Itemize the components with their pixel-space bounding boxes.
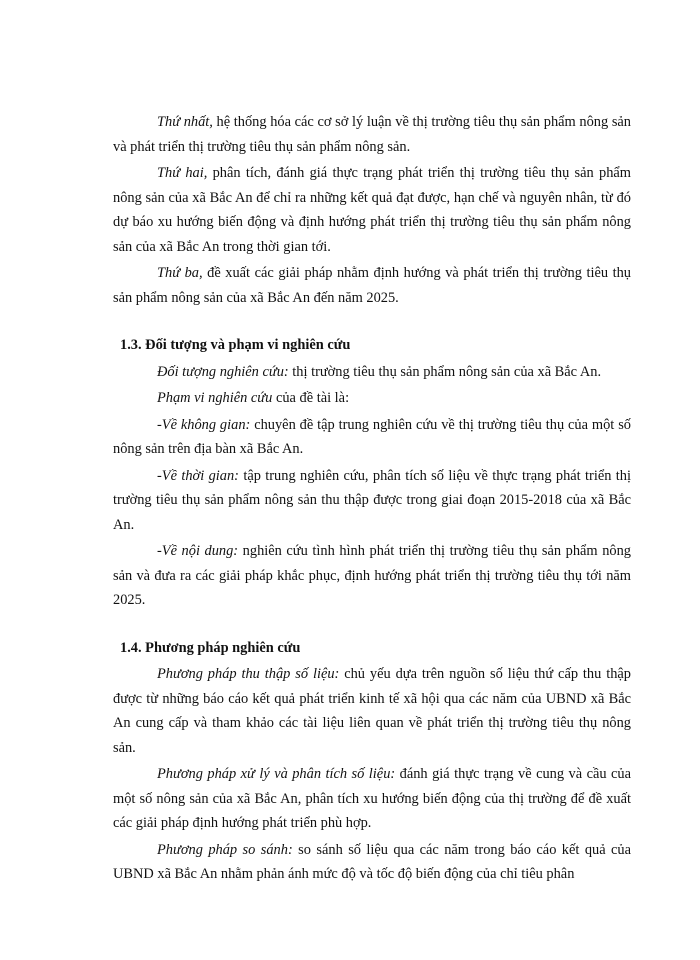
object-text: thị trường tiêu thụ sản phẩm nông sản của xã Bắc An. xyxy=(288,363,602,380)
method-analyze-paragraph xyxy=(113,762,631,836)
goal-text-2: phân tích, đánh giá thực trạng phát triển thị trường tiêu thụ sản phẩm nông sản của xã Bắc An để chỉ ra những kết quả đạt được, hạn chế và nguyên nhân, từ đó dự báo xu hướng biến động và định hướng phát triển thị trường tiêu thụ sản phẩm nông sản của xã Bắc An trong thời gian tới. xyxy=(113,165,631,255)
method-collect-lead: Phương pháp thu thập số liệu: xyxy=(157,666,340,682)
scope-space-paragraph xyxy=(113,413,631,462)
goal-lead-2: Thứ hai, xyxy=(157,165,208,181)
method-compare-paragraph xyxy=(113,838,631,887)
method-compare-text: so sánh số liệu qua các năm trong báo cáo kết quả của UBND xã Bắc An nhằm phản ánh mức độ và tốc độ biến động của chỉ tiêu phân xyxy=(113,841,631,882)
method-collect-text: chủ yếu dựa trên nguồn số liệu thứ cấp thu thập được từ những báo cáo kết quả phát triển kinh tế xã hội qua các năm của UBND xã Bắc An cung cấp và tham khảo các tài liệu liên quan về phát triển thị trường tiêu thụ nông sản. xyxy=(113,666,631,756)
goal-paragraph-2 xyxy=(113,161,631,259)
scope-intro-lead: Phạm vi nghiên cứu xyxy=(157,390,273,406)
goal-lead-1: Thứ nhất, xyxy=(157,114,213,130)
scope-content-lead: -Về nội dung: xyxy=(157,543,239,559)
scope-space-lead: -Về không gian: xyxy=(157,416,251,433)
object-lead: Đối tượng nghiên cứu: xyxy=(157,363,289,380)
method-collect-paragraph xyxy=(113,662,631,760)
scope-intro-text: của đề tài là: xyxy=(272,390,350,406)
goal-paragraph-1 xyxy=(113,110,631,159)
scope-content-paragraph xyxy=(113,539,631,613)
goal-lead-3: Thứ ba, xyxy=(157,265,203,281)
section-heading-1-4: 1.4. Phương pháp nghiên cứu xyxy=(120,639,301,656)
method-analyze-text: đánh giá thực trạng về cung và cầu của một số nông sản của xã Bắc An, phân tích xu hướng biến động của thị trường để đề xuất các giải pháp định hướng phát triển phù hợp. xyxy=(113,766,631,831)
goal-text-3: đề xuất các giải pháp nhằm định hướng và phát triển thị trường tiêu thụ sản phẩm nông sản của xã Bắc An đến năm 2025. xyxy=(113,265,631,306)
scope-intro-paragraph xyxy=(113,386,631,411)
scope-time-text: tập trung nghiên cứu, phân tích số liệu về thực trạng phát triển thị trường tiêu thụ sản phẩm nông sản thu thập được trong giai đoạn 2015-2018 của xã Bắc An. xyxy=(113,467,631,533)
scope-time-lead: -Về thời gian: xyxy=(157,467,239,484)
scope-space-text: chuyên đề tập trung nghiên cứu về thị trường tiêu thụ của một số nông sản trên địa bàn xã Bắc An. xyxy=(113,416,631,457)
object-paragraph xyxy=(113,360,631,385)
section-heading-1-3: 1.3. Đối tượng và phạm vi nghiên cứu xyxy=(120,337,351,353)
method-compare-lead: Phương pháp so sánh: xyxy=(157,841,293,858)
document-body xyxy=(113,110,631,887)
scope-content-text: nghiên cứu tình hình phát triển thị trường tiêu thụ sản phẩm nông sản và đưa ra các giải pháp khắc phục, định hướng phát triển thị trường tiêu thụ tới năm 2025. xyxy=(113,543,631,608)
scope-time-paragraph xyxy=(113,464,631,538)
method-analyze-lead: Phương pháp xử lý và phân tích số liệu: xyxy=(157,766,396,782)
goal-paragraph-3 xyxy=(113,261,631,310)
goal-text-1: hệ thống hóa các cơ sở lý luận về thị trường tiêu thụ sản phẩm nông sản và phát triển thị trường tiêu thụ sản phẩm nông sản. xyxy=(113,114,631,155)
